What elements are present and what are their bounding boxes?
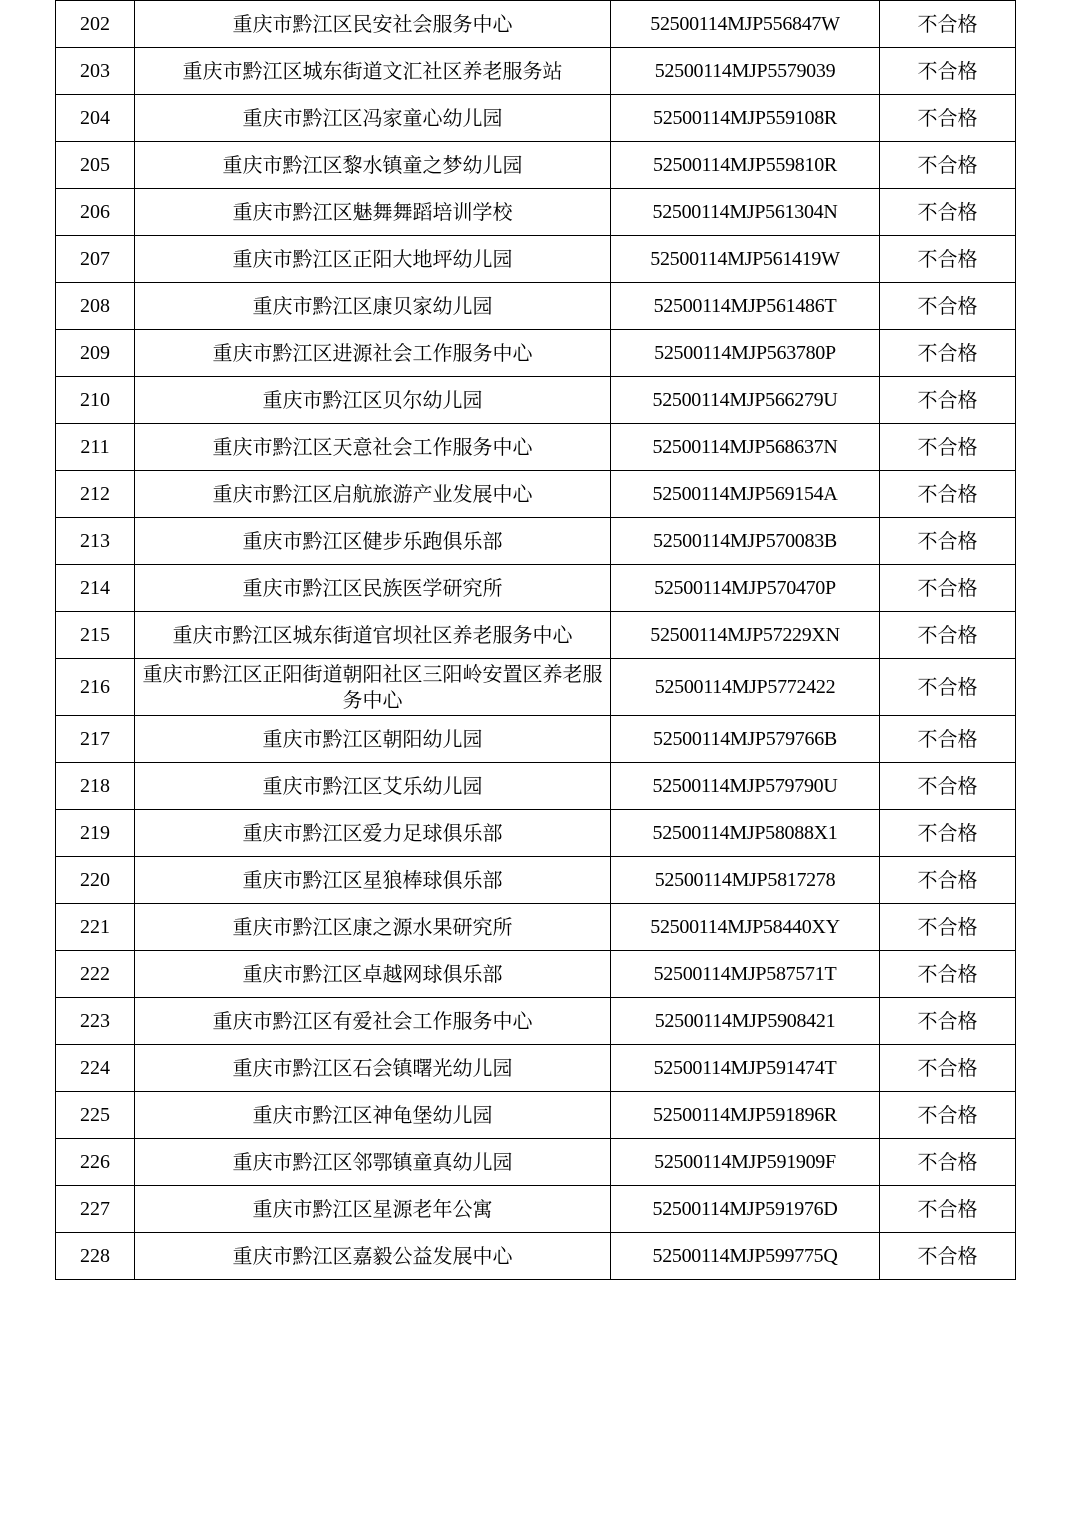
- result-cell: 不合格: [880, 424, 1016, 471]
- row-number-cell: 202: [56, 1, 135, 48]
- table-row: [56, 1045, 1016, 1092]
- table-row: [56, 763, 1016, 810]
- row-number-cell: 207: [56, 236, 135, 283]
- row-number-cell: 212: [56, 471, 135, 518]
- row-number-cell: 218: [56, 763, 135, 810]
- organization-name-cell: 重庆市黔江区石会镇曙光幼儿园: [135, 1045, 611, 1092]
- credit-code-cell: 52500114MJP5772422: [611, 659, 880, 716]
- organization-name-cell: 重庆市黔江区卓越网球俱乐部: [135, 951, 611, 998]
- document-page: [55, 0, 1015, 1280]
- result-cell: 不合格: [880, 857, 1016, 904]
- result-cell: 不合格: [880, 612, 1016, 659]
- row-number-cell: 228: [56, 1233, 135, 1280]
- result-cell: 不合格: [880, 189, 1016, 236]
- row-number-cell: 204: [56, 95, 135, 142]
- credit-code-cell: 52500114MJP599775Q: [611, 1233, 880, 1280]
- table-row: [56, 236, 1016, 283]
- row-number-cell: 227: [56, 1186, 135, 1233]
- organization-name-cell: 重庆市黔江区健步乐跑俱乐部: [135, 518, 611, 565]
- organization-name-cell: 重庆市黔江区天意社会工作服务中心: [135, 424, 611, 471]
- organization-name-cell: 重庆市黔江区星源老年公寓: [135, 1186, 611, 1233]
- table-row: [56, 612, 1016, 659]
- organization-name-cell: 重庆市黔江区康之源水果研究所: [135, 904, 611, 951]
- row-number-cell: 210: [56, 377, 135, 424]
- credit-code-cell: 52500114MJP568637N: [611, 424, 880, 471]
- table-row: [56, 95, 1016, 142]
- table-row: [56, 1092, 1016, 1139]
- row-number-cell: 208: [56, 283, 135, 330]
- organization-name-cell: 重庆市黔江区黎水镇童之梦幼儿园: [135, 142, 611, 189]
- organization-name-cell: 重庆市黔江区艾乐幼儿园: [135, 763, 611, 810]
- row-number-cell: 203: [56, 48, 135, 95]
- organization-name-cell: 重庆市黔江区魅舞舞蹈培训学校: [135, 189, 611, 236]
- row-number-cell: 209: [56, 330, 135, 377]
- credit-code-cell: 52500114MJP561419W: [611, 236, 880, 283]
- table-row: [56, 1, 1016, 48]
- result-cell: 不合格: [880, 48, 1016, 95]
- credit-code-cell: 52500114MJP5908421: [611, 998, 880, 1045]
- result-cell: 不合格: [880, 377, 1016, 424]
- row-number-cell: 223: [56, 998, 135, 1045]
- result-cell: 不合格: [880, 1139, 1016, 1186]
- credit-code-cell: 52500114MJP559810R: [611, 142, 880, 189]
- result-cell: 不合格: [880, 283, 1016, 330]
- credit-code-cell: 52500114MJP58088X1: [611, 810, 880, 857]
- table-row: [56, 283, 1016, 330]
- result-cell: 不合格: [880, 518, 1016, 565]
- table-body: [56, 1, 1016, 1280]
- table-row: [56, 330, 1016, 377]
- table-row: [56, 810, 1016, 857]
- organization-name-cell: 重庆市黔江区城东街道官坝社区养老服务中心: [135, 612, 611, 659]
- row-number-cell: 205: [56, 142, 135, 189]
- row-number-cell: 219: [56, 810, 135, 857]
- row-number-cell: 217: [56, 716, 135, 763]
- organization-name-cell: 重庆市黔江区邻鄂镇童真幼儿园: [135, 1139, 611, 1186]
- credit-code-cell: 52500114MJP569154A: [611, 471, 880, 518]
- table-row: [56, 189, 1016, 236]
- credit-code-cell: 52500114MJP570083B: [611, 518, 880, 565]
- organization-name-cell: 重庆市黔江区朝阳幼儿园: [135, 716, 611, 763]
- row-number-cell: 221: [56, 904, 135, 951]
- credit-code-cell: 52500114MJP591474T: [611, 1045, 880, 1092]
- credit-code-cell: 52500114MJP566279U: [611, 377, 880, 424]
- organization-name-cell: 重庆市黔江区贝尔幼儿园: [135, 377, 611, 424]
- table-row: [56, 998, 1016, 1045]
- result-cell: 不合格: [880, 1045, 1016, 1092]
- table-row: [56, 716, 1016, 763]
- result-cell: 不合格: [880, 1233, 1016, 1280]
- credit-code-cell: 52500114MJP570470P: [611, 565, 880, 612]
- table-row: [56, 1186, 1016, 1233]
- result-cell: 不合格: [880, 330, 1016, 377]
- credit-code-cell: 52500114MJP561304N: [611, 189, 880, 236]
- table-row: [56, 904, 1016, 951]
- credit-code-cell: 52500114MJP559108R: [611, 95, 880, 142]
- table-row: [56, 377, 1016, 424]
- table-row: [56, 424, 1016, 471]
- credit-code-cell: 52500114MJP579766B: [611, 716, 880, 763]
- row-number-cell: 215: [56, 612, 135, 659]
- credit-code-cell: 52500114MJP591976D: [611, 1186, 880, 1233]
- credit-code-cell: 52500114MJP563780P: [611, 330, 880, 377]
- result-cell: 不合格: [880, 904, 1016, 951]
- result-cell: 不合格: [880, 763, 1016, 810]
- result-cell: 不合格: [880, 471, 1016, 518]
- row-number-cell: 213: [56, 518, 135, 565]
- table-row: [56, 565, 1016, 612]
- result-cell: 不合格: [880, 1, 1016, 48]
- result-cell: 不合格: [880, 951, 1016, 998]
- table-row: [56, 659, 1016, 716]
- result-cell: 不合格: [880, 95, 1016, 142]
- table-row: [56, 1139, 1016, 1186]
- table-row: [56, 857, 1016, 904]
- credit-code-cell: 52500114MJP556847W: [611, 1, 880, 48]
- organization-name-cell: 重庆市黔江区神龟堡幼儿园: [135, 1092, 611, 1139]
- result-cell: 不合格: [880, 142, 1016, 189]
- result-cell: 不合格: [880, 998, 1016, 1045]
- table-row: [56, 142, 1016, 189]
- credit-code-cell: 52500114MJP591909F: [611, 1139, 880, 1186]
- organization-table: [55, 0, 1016, 1280]
- row-number-cell: 206: [56, 189, 135, 236]
- organization-name-cell: 重庆市黔江区民族医学研究所: [135, 565, 611, 612]
- result-cell: 不合格: [880, 565, 1016, 612]
- credit-code-cell: 52500114MJP587571T: [611, 951, 880, 998]
- organization-name-cell: 重庆市黔江区启航旅游产业发展中心: [135, 471, 611, 518]
- row-number-cell: 216: [56, 659, 135, 716]
- result-cell: 不合格: [880, 1092, 1016, 1139]
- organization-name-cell: 重庆市黔江区城东街道文汇社区养老服务站: [135, 48, 611, 95]
- organization-name-cell: 重庆市黔江区冯家童心幼儿园: [135, 95, 611, 142]
- row-number-cell: 224: [56, 1045, 135, 1092]
- credit-code-cell: 52500114MJP5579039: [611, 48, 880, 95]
- credit-code-cell: 52500114MJP5817278: [611, 857, 880, 904]
- table-row: [56, 1233, 1016, 1280]
- organization-name-cell: 重庆市黔江区康贝家幼儿园: [135, 283, 611, 330]
- result-cell: 不合格: [880, 810, 1016, 857]
- credit-code-cell: 52500114MJP561486T: [611, 283, 880, 330]
- table-row: [56, 951, 1016, 998]
- organization-name-cell: 重庆市黔江区星狼棒球俱乐部: [135, 857, 611, 904]
- row-number-cell: 222: [56, 951, 135, 998]
- credit-code-cell: 52500114MJP579790U: [611, 763, 880, 810]
- row-number-cell: 225: [56, 1092, 135, 1139]
- organization-name-cell: 重庆市黔江区爱力足球俱乐部: [135, 810, 611, 857]
- result-cell: 不合格: [880, 236, 1016, 283]
- organization-name-cell: 重庆市黔江区嘉毅公益发展中心: [135, 1233, 611, 1280]
- table-row: [56, 518, 1016, 565]
- organization-name-cell: 重庆市黔江区民安社会服务中心: [135, 1, 611, 48]
- row-number-cell: 211: [56, 424, 135, 471]
- table-row: [56, 471, 1016, 518]
- table-row: [56, 48, 1016, 95]
- row-number-cell: 214: [56, 565, 135, 612]
- credit-code-cell: 52500114MJP57229XN: [611, 612, 880, 659]
- organization-name-cell: 重庆市黔江区正阳大地坪幼儿园: [135, 236, 611, 283]
- result-cell: 不合格: [880, 1186, 1016, 1233]
- organization-name-cell: 重庆市黔江区进源社会工作服务中心: [135, 330, 611, 377]
- organization-name-cell: 重庆市黔江区有爱社会工作服务中心: [135, 998, 611, 1045]
- credit-code-cell: 52500114MJP591896R: [611, 1092, 880, 1139]
- result-cell: 不合格: [880, 716, 1016, 763]
- organization-name-cell: 重庆市黔江区正阳街道朝阳社区三阳岭安置区养老服务中心: [135, 659, 611, 716]
- row-number-cell: 226: [56, 1139, 135, 1186]
- result-cell: 不合格: [880, 659, 1016, 716]
- row-number-cell: 220: [56, 857, 135, 904]
- credit-code-cell: 52500114MJP58440XY: [611, 904, 880, 951]
